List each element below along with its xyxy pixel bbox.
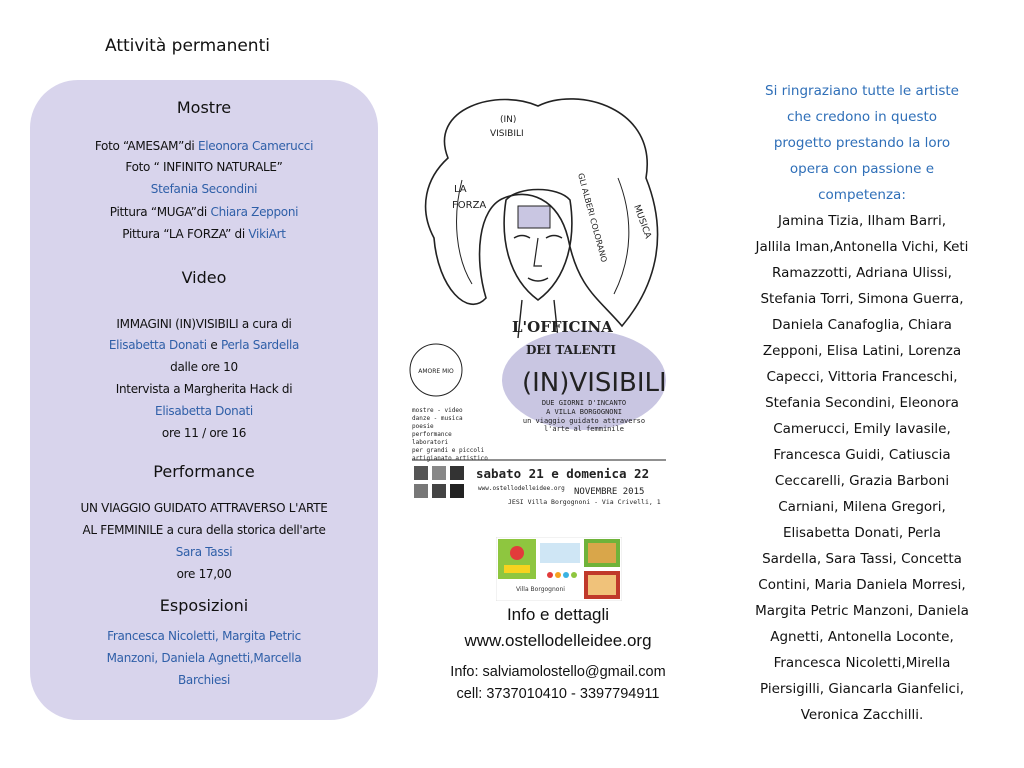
- artist-names-line: Francesca Guidi, Catiuscia: [773, 447, 951, 463]
- artist-name: Eleonora Camerucci: [197, 139, 314, 153]
- poster-place: JESI Villa Borgognoni - Via Crivelli, 1: [508, 498, 661, 506]
- video-line-5: Elisabetta Donati: [155, 404, 253, 418]
- artist-names-line: Jallila Iman,Antonella Vichi, Keti: [755, 239, 969, 255]
- forehead-rectangle: [518, 206, 550, 228]
- info-url[interactable]: www.ostellodelleidee.org: [464, 631, 652, 650]
- program-item: poesie: [412, 423, 434, 430]
- info-title: Info e dettagli: [506, 605, 610, 624]
- heart-icon: [510, 546, 524, 560]
- sponsor-logo: [450, 484, 464, 498]
- program-item: laboratori: [412, 439, 449, 446]
- artist-names-line: Stefania Torri, Simona Guerra,: [760, 291, 964, 307]
- artist-names-line: Sardella, Sara Tassi, Concetta: [762, 551, 962, 567]
- logo-caption: Villa Borgognoni: [516, 586, 565, 593]
- sponsor-logo: [414, 484, 428, 498]
- event-poster: [408, 88, 670, 508]
- page-heading: Attività permanenti: [105, 36, 270, 56]
- poster-subtitle: DUE GIORNI D'INCANTO: [541, 399, 627, 407]
- logo-block: [504, 565, 530, 573]
- performance-line-4: ore 17,00: [176, 567, 232, 581]
- video-title: Video: [181, 268, 227, 287]
- title-talenti: DEI TALENTI: [526, 343, 617, 357]
- hand-icon: [547, 572, 553, 578]
- artist-name: VikiArt: [248, 227, 286, 241]
- video-line-3: dalle ore 10: [170, 360, 238, 374]
- performance-line-2: AL FEMMINILE a cura della storica dell'arte: [82, 523, 326, 537]
- poster-site: www.ostellodelleidee.org: [478, 485, 565, 492]
- poster-subtitle: un viaggio guidato attraverso: [522, 417, 646, 425]
- artist-name: Chiara Zepponi: [210, 205, 299, 219]
- program-item: performance: [412, 431, 452, 438]
- performance-title: Performance: [153, 462, 255, 481]
- hand-icon: [571, 572, 577, 578]
- thanks-line: Si ringraziano tutte le artiste: [765, 83, 959, 99]
- artist-names-line: Stefania Secondini, Eleonora: [765, 395, 959, 411]
- info-phone: cell: 3737010410 - 3397794911: [456, 686, 660, 702]
- program-item: danze - musica: [412, 415, 463, 422]
- artist-names-line: Zepponi, Elisa Latini, Lorenza: [762, 343, 962, 359]
- sponsor-logo: [432, 466, 446, 480]
- artist-names-line: Contini, Maria Daniela Morresi,: [758, 577, 966, 593]
- artist-name: Perla Sardella: [220, 338, 300, 352]
- mostre-text: Pittura “LA FORZA” di: [122, 227, 249, 241]
- activities-panel: [30, 80, 378, 720]
- thanks-line: che credono in questo: [786, 109, 938, 125]
- sponsor-logo: [432, 484, 446, 498]
- mostre-text: Foto “AMESAM”di: [94, 139, 198, 153]
- performance-line-1: UN VIAGGIO GUIDATO ATTRAVERSO L'ARTE: [80, 501, 328, 515]
- program-item: mostre - video: [412, 407, 463, 414]
- hand-icon: [555, 572, 561, 578]
- artist-names-line: Capecci, Vittoria Franceschi,: [766, 369, 958, 385]
- artist-names-line: Ramazzotti, Adriana Ulissi,: [772, 265, 952, 281]
- performance-line-3: Sara Tassi: [175, 545, 233, 559]
- mostre-line-5: [30, 223, 378, 245]
- sponsor-logo: [450, 466, 464, 480]
- poster-dates: sabato 21 e domenica 22: [476, 466, 650, 481]
- artist-names-line: Ceccarelli, Grazia Barboni: [774, 473, 950, 489]
- artist-names-line: Agnetti, Antonella Loconte,: [770, 629, 954, 645]
- program-item: artigianato artistico: [412, 455, 488, 462]
- mostre-line-2: Foto “ INFINITO NATURALE”: [125, 160, 283, 174]
- artist-names-line: Veronica Zacchilli.: [800, 707, 924, 723]
- artist-names-line: Jamina Tizia, Ilham Barri,: [778, 213, 946, 229]
- hand-icon: [563, 572, 569, 578]
- hair-word: VISIBILI: [490, 129, 524, 139]
- artist-names-line: Margita Petric Manzoni, Daniela: [755, 603, 969, 619]
- esposizioni-line-2: Manzoni, Daniela Agnetti,Marcella: [106, 651, 302, 665]
- mostre-text: Pittura “MUGA”di: [109, 205, 211, 219]
- artist-names-line: Carniani, Milena Gregori,: [778, 499, 946, 515]
- title-invisibili: (IN)VISIBILI: [522, 368, 667, 398]
- thanks-column: [726, 78, 998, 728]
- artist-name: Elisabetta Donati: [108, 338, 207, 352]
- mostre-line-3: Stefania Secondini: [150, 182, 258, 196]
- amore-mio-label: AMORE MIO: [418, 368, 454, 375]
- poster-subtitle: A VILLA BORGOGNONI: [546, 408, 622, 416]
- artist-names-line: Elisabetta Donati, Perla: [782, 525, 941, 541]
- logo-block: [540, 543, 580, 563]
- hair-word: LA: [454, 184, 467, 195]
- video-line-4: Intervista a Margherita Hack di: [115, 382, 293, 396]
- mostre-line-1: [30, 135, 378, 157]
- artist-names-line: Daniela Canafoglia, Chiara: [772, 317, 952, 333]
- video-line-6: ore 11 / ore 16: [161, 426, 247, 440]
- hair-word: GLI ALBERI COLORANO: [576, 172, 609, 264]
- video-line-1: IMMAGINI (IN)VISIBILI a cura di: [116, 317, 292, 331]
- sponsor-logo: [414, 466, 428, 480]
- poster-month: NOVEMBRE 2015: [574, 487, 645, 497]
- artist-names-line: Camerucci, Emily Iavasile,: [773, 421, 951, 437]
- artist-names-line: Piersigilli, Giancarla Gianfelici,: [759, 681, 965, 697]
- ostello-logo: [496, 537, 622, 601]
- info-email[interactable]: Info: salviamolostello@gmail.com: [450, 664, 666, 680]
- video-line-2: [30, 334, 378, 356]
- thanks-line: progetto prestando la loro: [773, 135, 951, 151]
- poster-subtitle: l'arte al femminile: [543, 425, 625, 433]
- mostre-line-4: [30, 201, 378, 223]
- logo-photo: [588, 543, 616, 563]
- hair-word: (IN): [500, 115, 517, 125]
- hair-word: FORZA: [452, 200, 487, 211]
- esposizioni-line-3: Barchiesi: [177, 673, 231, 687]
- conjunction: e: [206, 338, 221, 352]
- mostre-title: Mostre: [176, 98, 232, 117]
- esposizioni-line-1: Francesca Nicoletti, Margita Petric: [107, 629, 301, 643]
- artist-names-line: Francesca Nicoletti,Mirella: [773, 655, 951, 671]
- thanks-line: opera con passione e: [789, 161, 935, 177]
- program-item: per grandi e piccoli: [412, 447, 485, 454]
- thanks-line: competenza:: [818, 187, 906, 203]
- hair-word: MUSICA: [631, 203, 653, 241]
- esposizioni-title: Esposizioni: [159, 596, 249, 615]
- logo-photo: [588, 575, 616, 595]
- title-officina: L'OFFICINA: [512, 318, 613, 336]
